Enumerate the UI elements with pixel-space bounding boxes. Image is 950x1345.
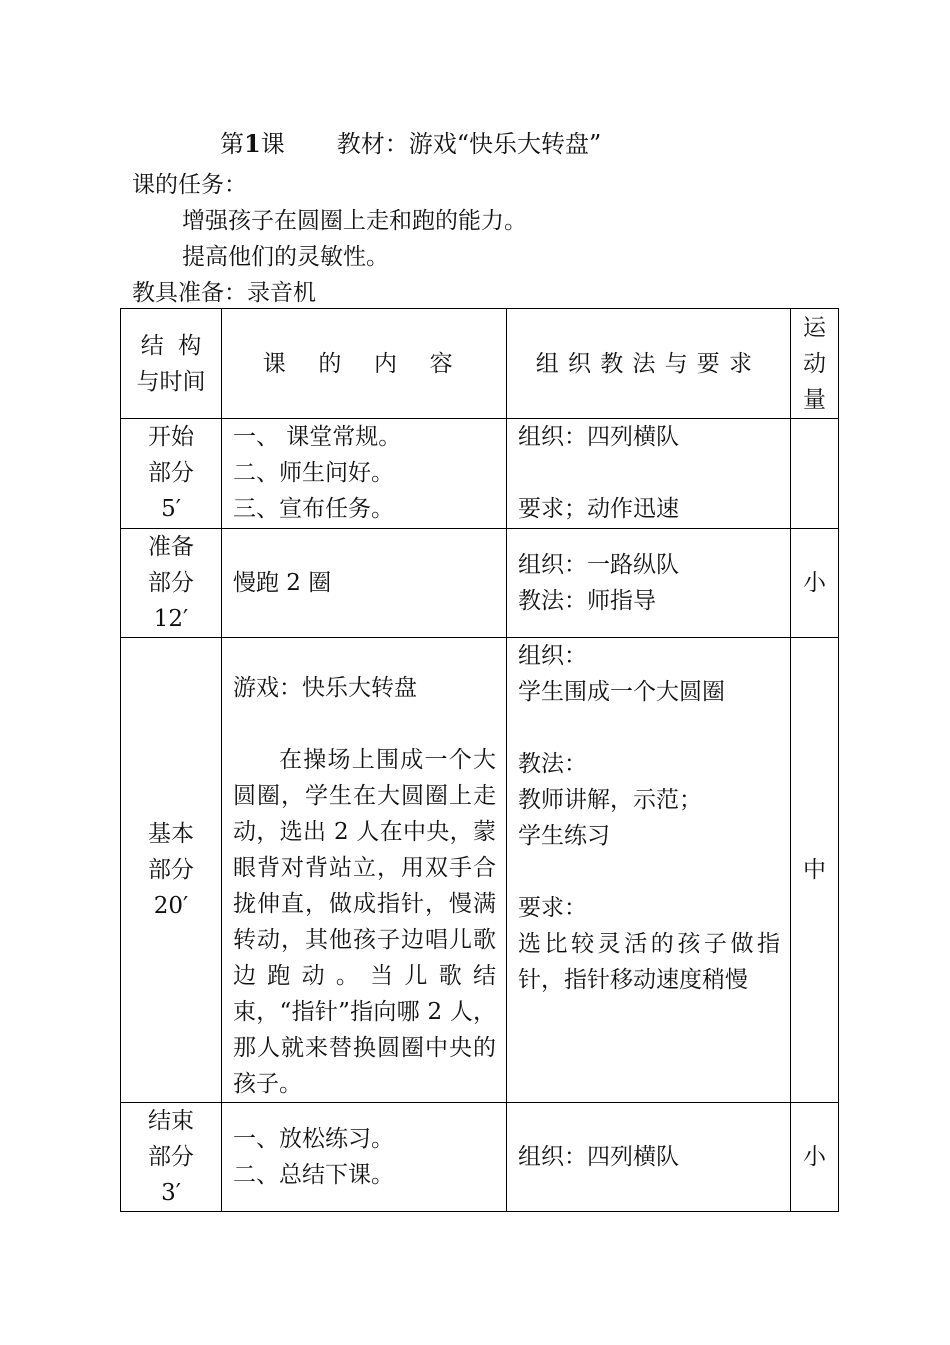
header-load bbox=[791, 309, 839, 419]
header-load-2: 动 bbox=[803, 350, 826, 377]
row-start-method-1: 组织：四列横队 bbox=[518, 424, 679, 450]
row-start-time: 5′ bbox=[161, 496, 181, 522]
table-header-row bbox=[121, 309, 839, 419]
row-main-content-body: 在操场上围成一个大圆圈，学生在大圆圈上走动，选出 2 人在中央，蒙眼背对背站立，用双手合拢伸直，做成指针，慢满转动，其他孩子边唱儿歌边跑动。当儿歌结束，“指针”指向哪 2 人，那人就来替换圆圈中央的孩子。 bbox=[233, 747, 496, 1097]
header-method-label: 组织教法与要求 bbox=[535, 350, 762, 377]
task-item-2: 提高他们的灵敏性。 bbox=[182, 244, 389, 270]
lesson-number: 1 bbox=[244, 129, 261, 158]
row-prep-load: 小 bbox=[791, 529, 839, 638]
row-main-part-1: 基本 bbox=[148, 821, 194, 847]
row-start-method-3: 要求；动作迅速 bbox=[518, 496, 679, 522]
row-start-load bbox=[791, 419, 839, 529]
row-start-content-1: 一、 课堂常规。 bbox=[233, 424, 402, 450]
task-label: 课的任务： bbox=[132, 172, 247, 198]
row-start-content-3: 三、宣布任务。 bbox=[233, 496, 394, 522]
row-main-method-2: 学生围成一个大圆圈 bbox=[518, 679, 725, 705]
lesson-title bbox=[220, 124, 601, 159]
row-main-load: 中 bbox=[791, 638, 839, 1103]
row-main-content-gap bbox=[233, 706, 496, 742]
row-prep-part bbox=[121, 529, 222, 638]
row-prep-content bbox=[222, 529, 507, 638]
row-main-method-6: 学生练习 bbox=[518, 823, 610, 849]
row-end-load: 小 bbox=[791, 1103, 839, 1212]
row-start-method bbox=[507, 419, 791, 529]
equipment-line: 教具准备：录音机 bbox=[132, 280, 316, 306]
row-prep-time: 12′ bbox=[153, 606, 189, 632]
row-main-method-9: 选比较灵活的孩子做指针，指针移动速度稍慢 bbox=[518, 931, 780, 993]
row-end-method bbox=[507, 1103, 791, 1212]
header-load-3: 量 bbox=[803, 386, 826, 413]
header-content-label: 课 的 内 容 bbox=[262, 350, 466, 377]
row-end-content bbox=[222, 1103, 507, 1212]
row-end-part-1: 结束 bbox=[148, 1108, 194, 1134]
row-main-method-1: 组织： bbox=[518, 643, 587, 669]
row-main-method-3 bbox=[518, 710, 780, 746]
table-row-start bbox=[121, 419, 839, 529]
row-start-part-1: 开始 bbox=[148, 424, 194, 450]
row-end-content-2: 二、总结下课。 bbox=[233, 1162, 394, 1188]
lesson-plan-table bbox=[120, 308, 839, 1212]
row-main-content bbox=[222, 638, 507, 1103]
row-start-content bbox=[222, 419, 507, 529]
header-content bbox=[222, 309, 507, 419]
table-row-end bbox=[121, 1103, 839, 1212]
row-end-time: 3′ bbox=[161, 1180, 181, 1206]
row-main-part bbox=[121, 638, 222, 1103]
lesson-number-suffix: 课 bbox=[260, 130, 285, 158]
row-main-method-7 bbox=[518, 854, 780, 890]
task-item-1: 增强孩子在圆圈上走和跑的能力。 bbox=[182, 208, 527, 234]
row-start-method-2 bbox=[518, 455, 780, 491]
row-end-content-1: 一、放松练习。 bbox=[233, 1126, 394, 1152]
row-end-part bbox=[121, 1103, 222, 1212]
row-main-content-title: 游戏：快乐大转盘 bbox=[233, 675, 417, 701]
row-prep-part-1: 准备 bbox=[148, 534, 194, 560]
header-method bbox=[507, 309, 791, 419]
row-prep-part-2: 部分 bbox=[148, 570, 194, 596]
header-structure-line2: 与时间 bbox=[136, 368, 206, 395]
row-end-method-1: 组织：四列横队 bbox=[518, 1144, 679, 1170]
row-prep-method bbox=[507, 529, 791, 638]
row-prep-method-2: 教法：师指导 bbox=[518, 588, 656, 614]
row-main-method-5: 教师讲解，示范； bbox=[518, 787, 702, 813]
row-main-part-2: 部分 bbox=[148, 857, 194, 883]
row-prep-content-1: 慢跑 2 圈 bbox=[233, 570, 332, 596]
header-structure bbox=[121, 309, 222, 419]
header-structure-line1: 结 构 bbox=[140, 332, 202, 359]
row-main-method bbox=[507, 638, 791, 1103]
row-prep-method-1: 组织：一路纵队 bbox=[518, 552, 679, 578]
row-main-method-4: 教法： bbox=[518, 751, 587, 777]
row-start-part bbox=[121, 419, 222, 529]
row-end-part-2: 部分 bbox=[148, 1144, 194, 1170]
header-load-1: 运 bbox=[803, 314, 826, 341]
lesson-number-prefix: 第 bbox=[220, 130, 244, 158]
table-row-main bbox=[121, 638, 839, 1103]
row-main-method-8: 要求： bbox=[518, 895, 587, 921]
row-start-content-2: 二、师生问好。 bbox=[233, 460, 394, 486]
row-main-time: 20′ bbox=[153, 893, 189, 919]
lesson-material: 教材：游戏“快乐大转盘” bbox=[336, 130, 602, 158]
table-row-prep bbox=[121, 529, 839, 638]
row-start-part-2: 部分 bbox=[148, 460, 194, 486]
